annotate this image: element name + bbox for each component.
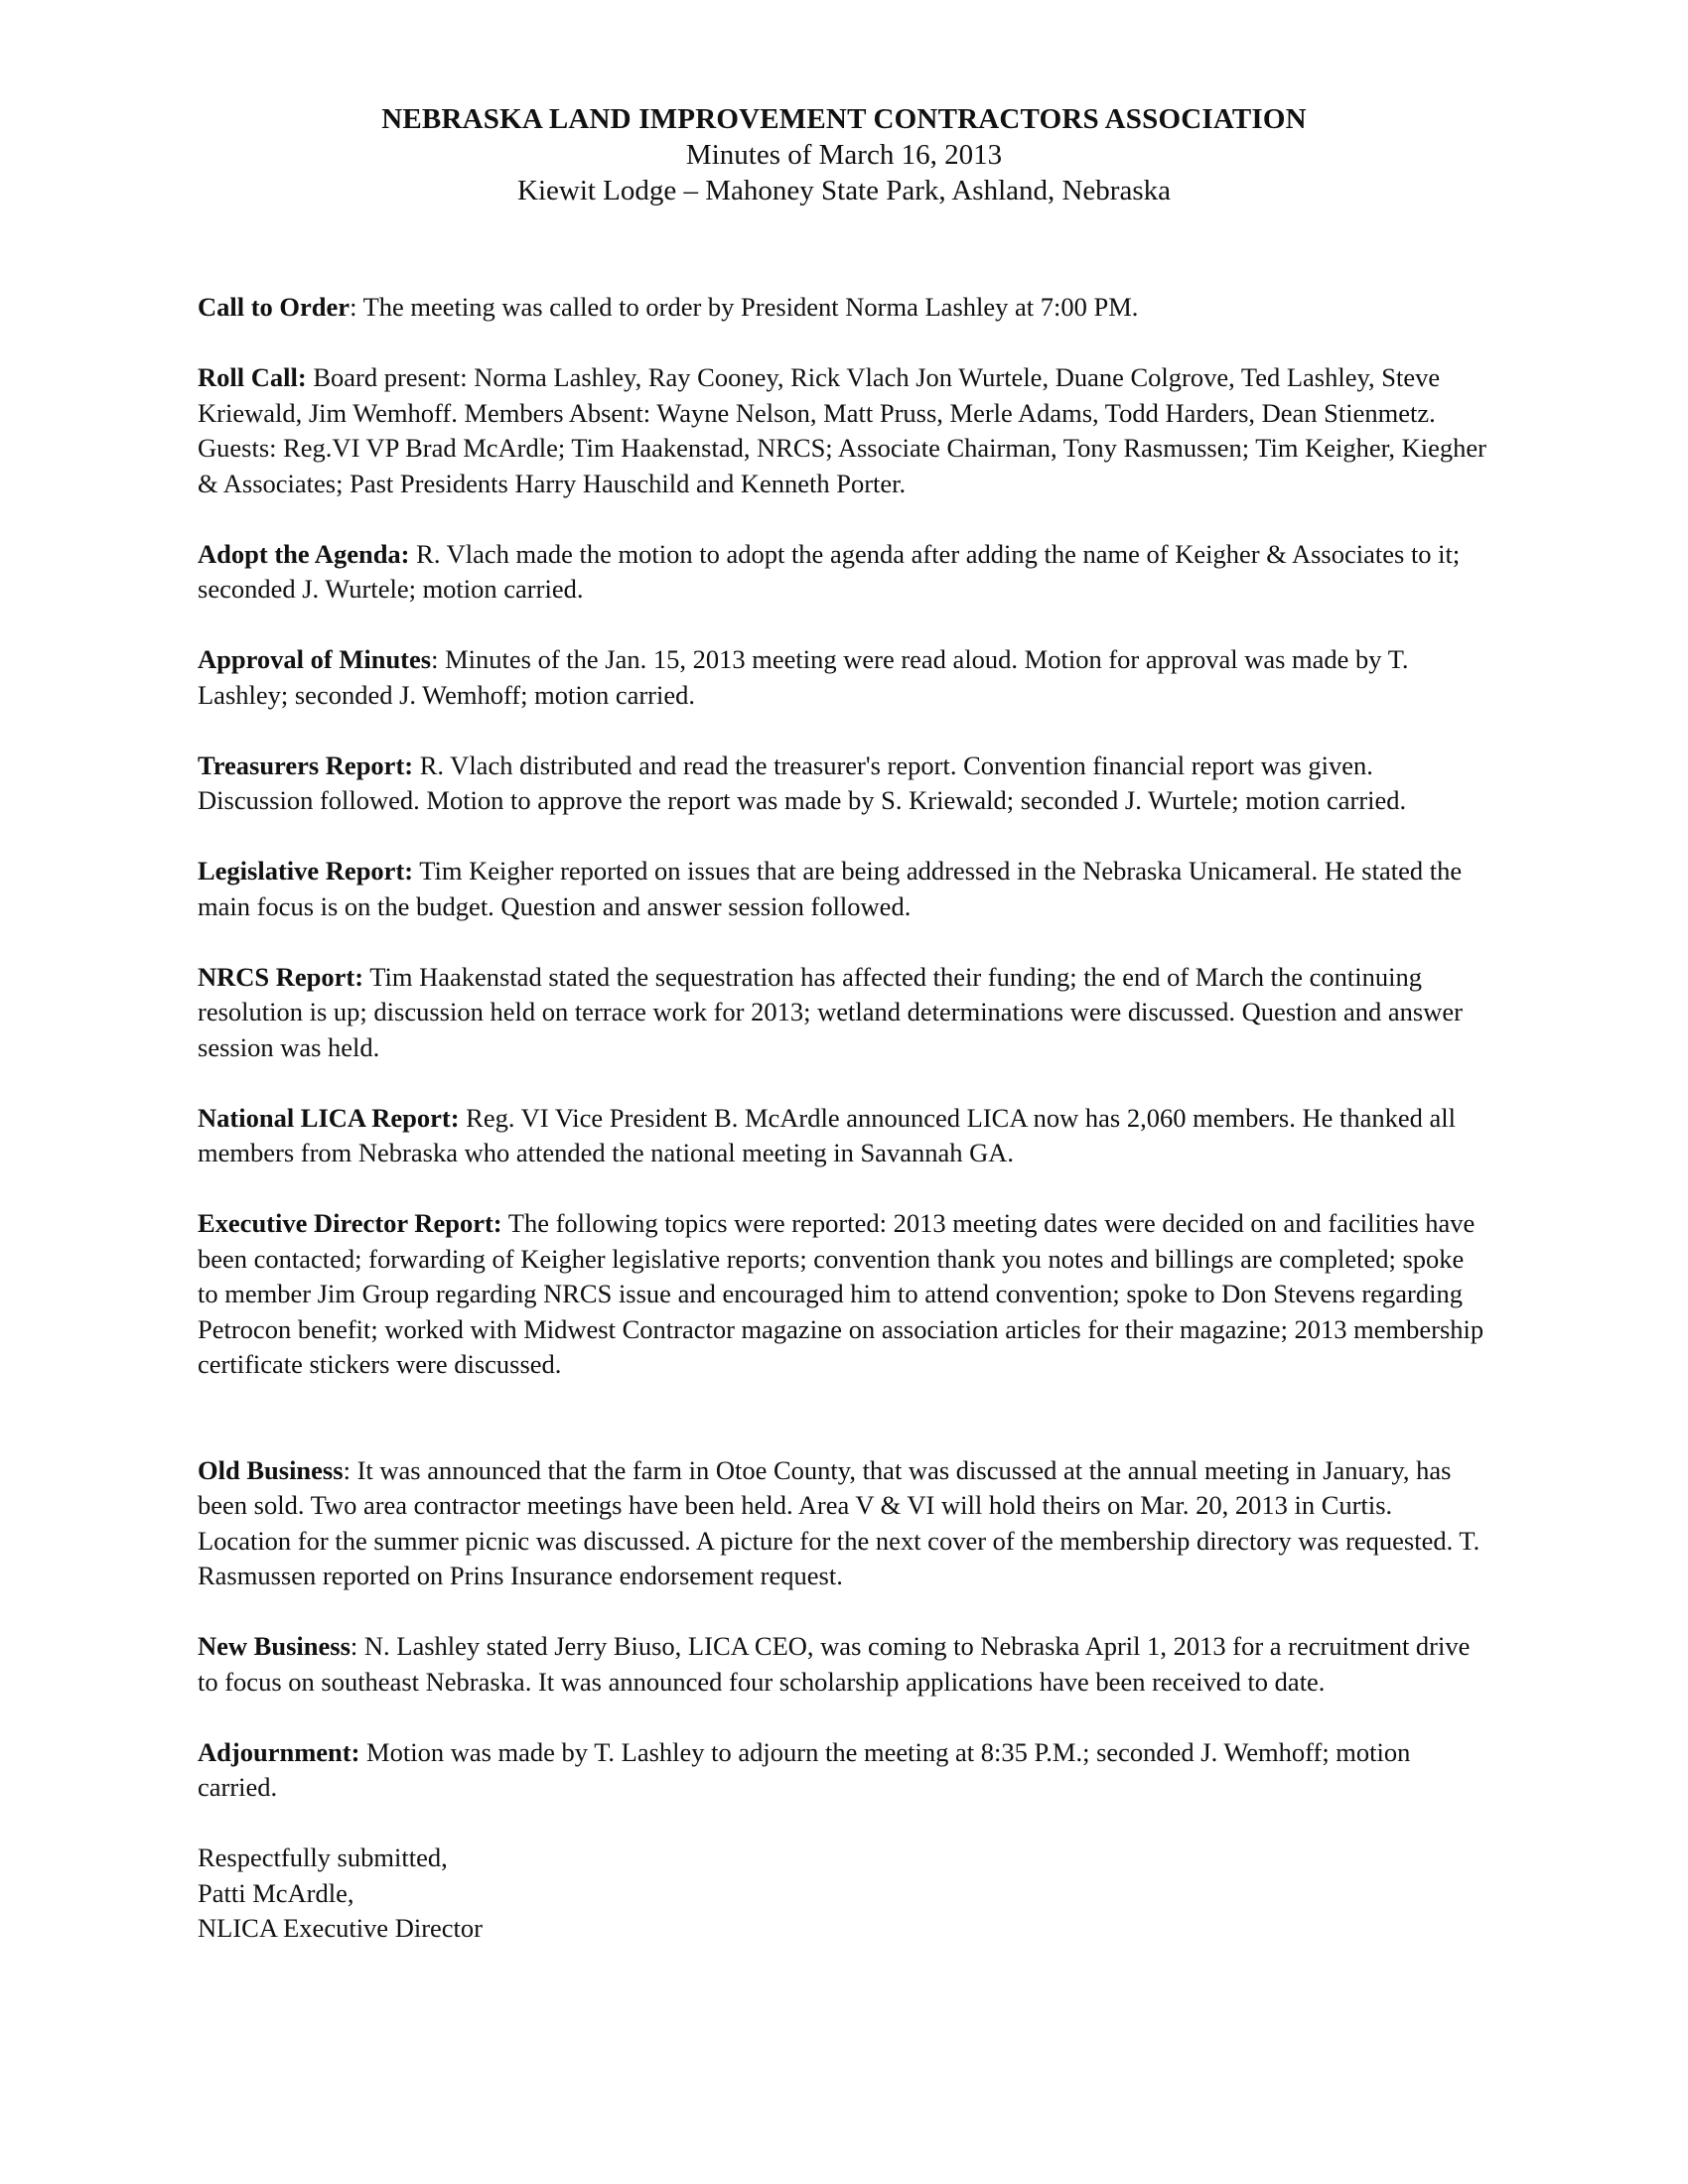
section-call-to-order bbox=[198, 290, 1488, 326]
section-new-business bbox=[198, 1629, 1488, 1700]
section-roll-call bbox=[198, 360, 1488, 501]
minutes-body bbox=[198, 290, 1488, 1947]
section-national-lica-report bbox=[198, 1101, 1488, 1171]
section-label: Legislative Report: bbox=[198, 856, 414, 886]
section-text: Tim Keigher reported on issues that are being addressed in the Nebraska Unicameral. He stated the main focus is on the budget. Question and answer session followed. bbox=[198, 856, 1463, 921]
signature-block bbox=[198, 1841, 1488, 1947]
label-punct: : bbox=[431, 644, 439, 674]
section-old-business bbox=[198, 1453, 1488, 1594]
section-label: New Business bbox=[198, 1631, 351, 1661]
section-label: Adjournment: bbox=[198, 1736, 360, 1767]
meeting-date: Minutes of March 16, 2013 bbox=[685, 139, 1003, 171]
section-text: R. Vlach made the motion to adopt the agenda after adding the name of Keigher & Associates to it; seconded J. Wurtele; motion carried. bbox=[198, 538, 1461, 604]
section-label: NRCS Report: bbox=[198, 961, 364, 992]
section-text: It was announced that the farm in Otoe County, that was discussed at the annual meeting in January, has been sold. Two area contractor meetings have been held. Area V & VI will hold theirs on Mar. 20, 2013 in Curtis. Location for the summer picnic was discussed. A picture for the next cover of the membership directory was requested. T. Rasmussen reported on Prins Insurance endorsement request. bbox=[198, 1454, 1480, 1590]
signature-role: NLICA Executive Director bbox=[198, 1913, 483, 1943]
label-punct: : bbox=[350, 1631, 358, 1661]
section-label: National LICA Report: bbox=[198, 1102, 460, 1133]
section-text: R. Vlach distributed and read the treasurer's report. Convention financial report was given. Discussion followed. Motion to approve the report was made by S. Kriewald; seconded J. Wurtele; motion carried. bbox=[198, 750, 1407, 815]
label-punct: : bbox=[350, 292, 357, 322]
section-label: Call to Order bbox=[198, 292, 351, 322]
section-text: Board present: Norma Lashley, Ray Cooney, Rick Vlach Jon Wurtele, Duane Colgrove, Ted Lashley, Steve Kriewald, Jim Wemhoff. Members Absent: Wayne Nelson, Matt Pruss, Merle Adams, Todd Harders, Dean Stienmetz. Guests: Reg.VI VP Brad McArdle; Tim Haakenstad, NRCS; Associate Chairman, Tony Rasmussen; Tim Keigher, Kiegher & Associates; Past Presidents Harry Hauschild and Kenneth Porter. bbox=[198, 362, 1486, 498]
section-treasurers-report bbox=[198, 749, 1488, 819]
document-title: NEBRASKA LAND IMPROVEMENT CONTRACTORS ASSOCIATION bbox=[381, 103, 1307, 135]
section-text: Reg. VI Vice President B. McArdle announced LICA now has 2,060 members. He thanked all members from Nebraska who attended the national meeting in Savannah GA. bbox=[198, 1102, 1457, 1167]
document-header bbox=[0, 101, 1688, 208]
section-text: The meeting was called to order by President Norma Lashley at 7:00 PM. bbox=[356, 292, 1139, 322]
section-label: Approval of Minutes bbox=[198, 644, 432, 674]
section-executive-director-report bbox=[198, 1206, 1488, 1383]
section-label: Executive Director Report: bbox=[198, 1208, 502, 1238]
section-adopt-agenda bbox=[198, 537, 1488, 608]
section-nrcs-report bbox=[198, 960, 1488, 1066]
section-legislative-report bbox=[198, 854, 1488, 924]
section-approval-minutes bbox=[198, 642, 1488, 713]
section-text: Tim Haakenstad stated the sequestration has affected their funding; the end of March the continuing resolution is up; discussion held on terrace work for 2013; wetland determinations were discussed. Question and answer session was held. bbox=[198, 961, 1463, 1062]
section-label: Treasurers Report: bbox=[198, 750, 414, 780]
section-label: Old Business bbox=[198, 1454, 344, 1485]
section-text: Motion was made by T. Lashley to adjourn the meeting at 8:35 P.M.; seconded J. Wemhoff; motion carried. bbox=[198, 1736, 1411, 1802]
section-adjournment bbox=[198, 1735, 1488, 1806]
meeting-location: Kiewit Lodge – Mahoney State Park, Ashland, Nebraska bbox=[517, 175, 1171, 206]
signature-closing: Respectfully submitted, bbox=[198, 1843, 448, 1872]
section-label: Roll Call: bbox=[198, 362, 307, 392]
section-label: Adopt the Agenda: bbox=[198, 538, 410, 569]
section-text: The following topics were reported: 2013 meeting dates were decided on and facilities have been contacted; forwarding of Keigher legislative reports; convention thank you notes and billings are completed; spoke to member Jim Group regarding NRCS issue and encouraged him to attend convention; spoke to Don Stevens regarding Petrocon benefit; worked with Midwest Contractor magazine on association articles for their magazine; 2013 membership certificate stickers were discussed. bbox=[198, 1208, 1484, 1379]
section-text: N. Lashley stated Jerry Biuso, LICA CEO, was coming to Nebraska April 1, 2013 for a recruitment drive to focus on southeast Nebraska. It was announced four scholarship applications have been received to date. bbox=[198, 1631, 1471, 1697]
label-punct: : bbox=[343, 1454, 351, 1485]
signature-name: Patti McArdle, bbox=[198, 1877, 354, 1908]
section-text: Minutes of the Jan. 15, 2013 meeting were read aloud. Motion for approval was made by T. Lashley; seconded J. Wemhoff; motion carried. bbox=[198, 644, 1409, 710]
